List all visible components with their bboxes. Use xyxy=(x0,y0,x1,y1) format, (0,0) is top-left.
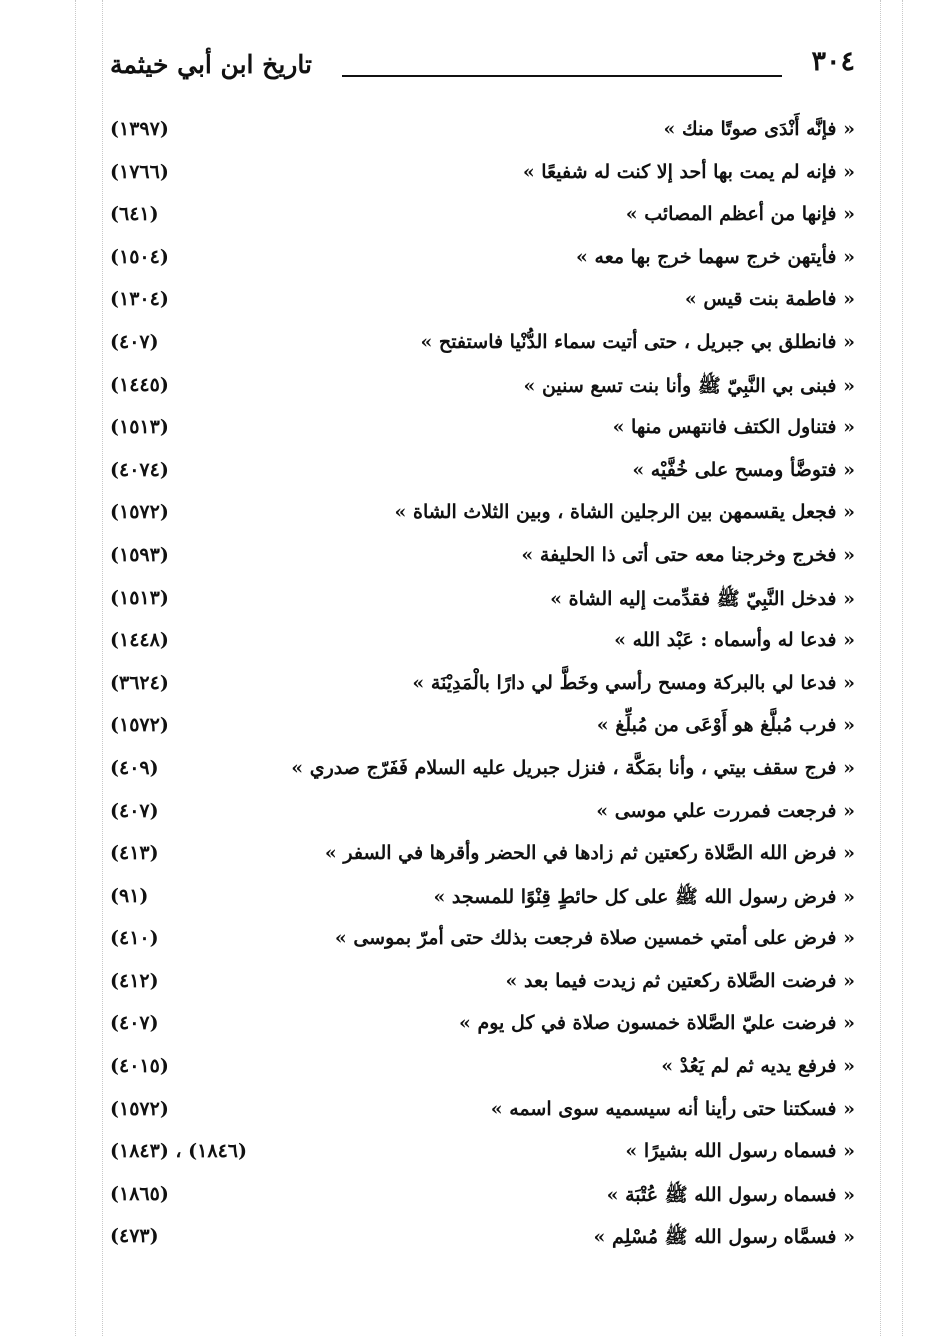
entry-reference: (٣٦٢٤) xyxy=(110,671,169,694)
scan-guide-line xyxy=(75,0,76,1336)
page-number: ٣٠٤ xyxy=(811,46,855,77)
index-entry xyxy=(110,155,855,198)
entry-text: « فرفع يديه ثم لم يَعُدْ » xyxy=(661,1055,855,1078)
entry-text: « فإنَّه أَنْدَى صوتًا منك » xyxy=(663,118,855,140)
entry-reference: (٤٠٩) xyxy=(110,756,159,779)
index-entry xyxy=(110,282,855,325)
entry-text: « فدعا له وأسماه : عَبْد الله » xyxy=(614,629,855,652)
index-entry xyxy=(110,495,855,538)
entry-text: « فرج سقف بيتي ، وأنا بمَكَّة ، فنزل جبريل عليه السلام فَفَرّج صدري » xyxy=(291,756,855,779)
index-entry xyxy=(110,666,855,709)
entry-reference: (١٨٦٥) xyxy=(110,1182,169,1205)
entry-reference: (١٧٦٦) xyxy=(110,160,169,183)
index-entry xyxy=(110,1006,855,1049)
entry-text: « فسماه رسول الله ﷺ عُتْبَة » xyxy=(606,1183,855,1206)
entry-reference: (١٥١٣) xyxy=(110,586,169,609)
entry-reference: (٤٧٣) xyxy=(110,1225,159,1248)
entry-reference: (٤٠٧) xyxy=(110,799,159,822)
scan-guide-line xyxy=(880,0,881,1336)
entry-reference: (١٣٠٤) xyxy=(110,288,169,311)
entry-text: « فدعا لي بالبركة ومسح رأسي وخَطَّ لي دارًا بالْمَدِيْنَة » xyxy=(412,671,855,694)
index-entry xyxy=(110,921,855,964)
entry-reference: (٤١٢) xyxy=(110,969,159,992)
entry-reference: (٤١٠) xyxy=(110,927,159,950)
entry-reference: (٤٠٧) xyxy=(110,330,159,353)
entry-text: « فإنها من أعظم المصائب » xyxy=(625,203,855,226)
index-entry xyxy=(110,325,855,368)
index-entry xyxy=(110,1092,855,1135)
index-entry xyxy=(110,581,855,624)
entry-text: « فسكتنا حتى رأينا أنه سيسميه سوى اسمه » xyxy=(490,1097,855,1120)
entry-text: « فرض على أمتي خمسين صلاة فرجعت بذلك حتى أمرّ بموسى » xyxy=(334,927,855,950)
index-entry xyxy=(110,197,855,240)
index-entry xyxy=(110,410,855,453)
entry-reference: (٤١٣) xyxy=(110,842,159,865)
entry-text: « فاطمة بنت قيس » xyxy=(684,288,855,311)
entry-text: « فجعل يقسمهن بين الرجلين الشاة ، وبين الثلاث الشاة » xyxy=(394,501,855,524)
entry-reference: (٤٠٧٤) xyxy=(110,458,169,481)
entry-text: « فبنى بي النَّبِيّ ﷺ وأنا بنت تسع سنين » xyxy=(523,374,855,397)
entry-reference: (١٥٧٢) xyxy=(110,714,169,737)
scan-guide-line xyxy=(102,0,103,1336)
index-list xyxy=(110,112,855,1262)
index-entry xyxy=(110,964,855,1007)
entry-reference: (٩١) xyxy=(110,884,149,907)
entry-text: « فسماه رسول الله بشيرًا » xyxy=(625,1140,855,1163)
entry-text: « فتناول الكتف فانتهس منها » xyxy=(612,416,855,439)
entry-reference: (٤٠١٥) xyxy=(110,1055,169,1078)
index-entry xyxy=(110,879,855,922)
entry-reference: (١٤٤٨) xyxy=(110,629,169,652)
index-entry xyxy=(110,538,855,581)
index-entry xyxy=(110,751,855,794)
index-entry xyxy=(110,368,855,411)
scan-guide-line xyxy=(902,0,903,1336)
entry-reference: (١٥٧٢) xyxy=(110,501,169,524)
entry-reference: (١٨٤٣) ، (١٨٤٦) xyxy=(110,1140,247,1163)
entry-text: « فرضت الصَّلاة ركعتين ثم زيدت فيما بعد » xyxy=(505,969,855,992)
entry-reference: (١٥٠٤) xyxy=(110,245,169,268)
entry-text: « فرجعت فمررت علي موسى » xyxy=(596,799,855,822)
index-entry xyxy=(110,240,855,283)
entry-text: « فأيتهن خرج سهما خرج بها معه » xyxy=(576,245,855,268)
entry-text: « فتوضَّأ ومسح على خُفَّيْه » xyxy=(632,458,855,481)
entry-reference: (١٤٤٥) xyxy=(110,373,169,396)
entry-reference: (١٥١٣) xyxy=(110,416,169,439)
header-rule xyxy=(342,75,782,77)
entry-reference: (١٥٩٣) xyxy=(110,543,169,566)
book-title: تاريخ ابن أبي خيثمة xyxy=(110,50,312,79)
entry-text: « فخرج وخرجنا معه حتى أتى ذا الحليفة » xyxy=(521,543,855,566)
index-entry xyxy=(110,1134,855,1177)
index-entry xyxy=(110,112,855,155)
entry-reference: (٤٠٧) xyxy=(110,1012,159,1035)
entry-text: « فإنه لم يمت بها أحد إلا كنت له شفيعًا » xyxy=(522,160,855,183)
entry-text: « فرضت عليّ الصَّلاة خمسون صلاة في كل يوم » xyxy=(458,1012,855,1035)
index-entry xyxy=(110,453,855,496)
index-entry xyxy=(110,836,855,879)
entry-reference: (٦٤١) xyxy=(110,203,159,226)
entry-text: « فسمَّاه رسول الله ﷺ مُسْلِم » xyxy=(593,1226,855,1249)
index-entry xyxy=(110,794,855,837)
entry-text: « فرض الله الصَّلاة ركعتين ثم زادها في الحضر وأقرها في السفر » xyxy=(324,842,855,865)
entry-text: « فانطلق بي جبريل ، حتى أتيت سماء الدُّنْيا فاستفتح » xyxy=(420,330,855,353)
entry-text: « فدخل النَّبِيّ ﷺ فقدِّمت إليه الشاة » xyxy=(550,587,855,610)
index-entry xyxy=(110,623,855,666)
entry-reference: (١٣٩٧) xyxy=(110,118,169,140)
index-entry xyxy=(110,1219,855,1262)
entry-reference: (١٥٧٢) xyxy=(110,1097,169,1120)
page-header xyxy=(110,44,855,94)
index-entry xyxy=(110,1177,855,1220)
index-entry xyxy=(110,1049,855,1092)
entry-text: « فرب مُبلَّغ هو أَوْعَى من مُبلِّغ » xyxy=(596,714,855,737)
index-entry xyxy=(110,708,855,751)
entry-text: « فرض رسول الله ﷺ على كل حائطٍ قِنْوًا للمسجد » xyxy=(433,885,855,908)
